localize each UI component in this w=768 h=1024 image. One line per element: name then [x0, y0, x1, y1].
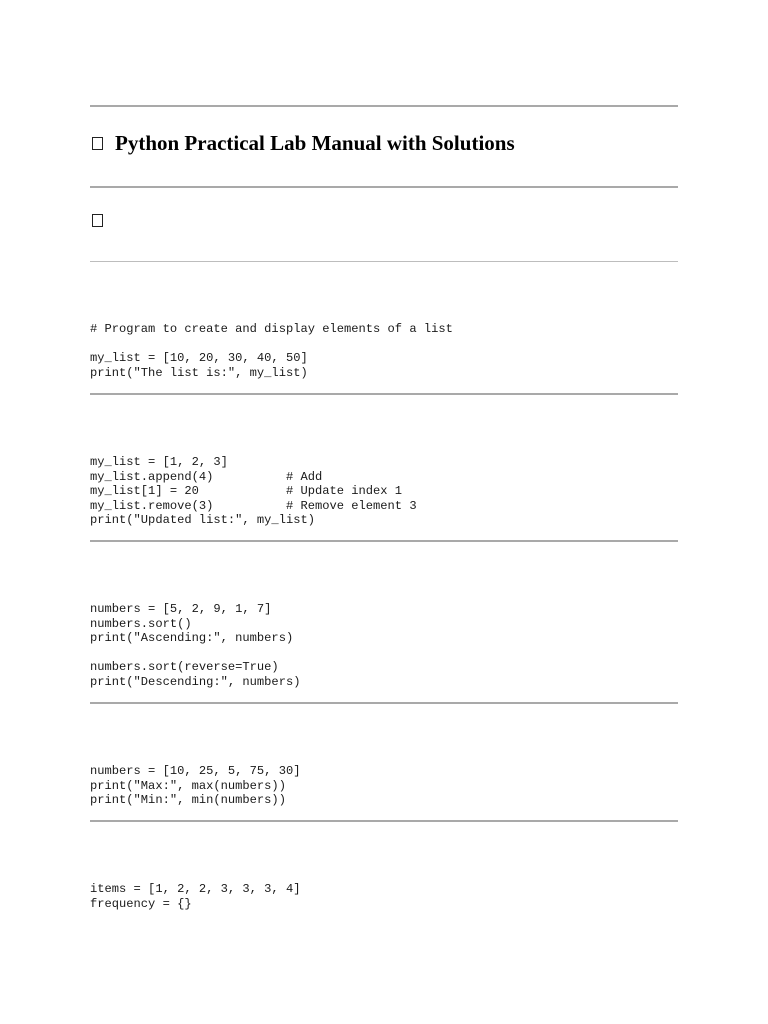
page-title-text: Python Practical Lab Manual with Solutions — [115, 131, 515, 155]
code-block-create-list: # Program to create and display elements of a list my_list = [10, 20, 30, 40, 50] print("The list is:", my_list) — [90, 322, 453, 380]
section-divider — [90, 393, 678, 395]
section-divider — [90, 540, 678, 542]
section-divider — [90, 702, 678, 704]
code-block-modify-list: my_list = [1, 2, 3] my_list.append(4) # Add my_list[1] = 20 # Update index 1 my_list.remove(3) # Remove element 3 print("Updated list:", my_list) — [90, 455, 417, 528]
code-block-max-min: numbers = [10, 25, 5, 75, 30] print("Max:", max(numbers)) print("Min:", min(numbers)) — [90, 764, 301, 808]
top-divider — [90, 105, 678, 107]
page-title — [92, 129, 515, 157]
title-divider — [90, 186, 678, 188]
section-divider — [90, 820, 678, 822]
code-block-sort-list: numbers = [5, 2, 9, 1, 7] numbers.sort() print("Ascending:", numbers) numbers.sort(reverse=True) print("Descending:", numbers) — [90, 602, 301, 689]
code-block-frequency: items = [1, 2, 2, 3, 3, 3, 4] frequency = {} — [90, 882, 301, 911]
placeholder-box-icon — [92, 137, 103, 150]
section-divider — [90, 261, 678, 262]
placeholder-box-icon — [92, 214, 103, 227]
